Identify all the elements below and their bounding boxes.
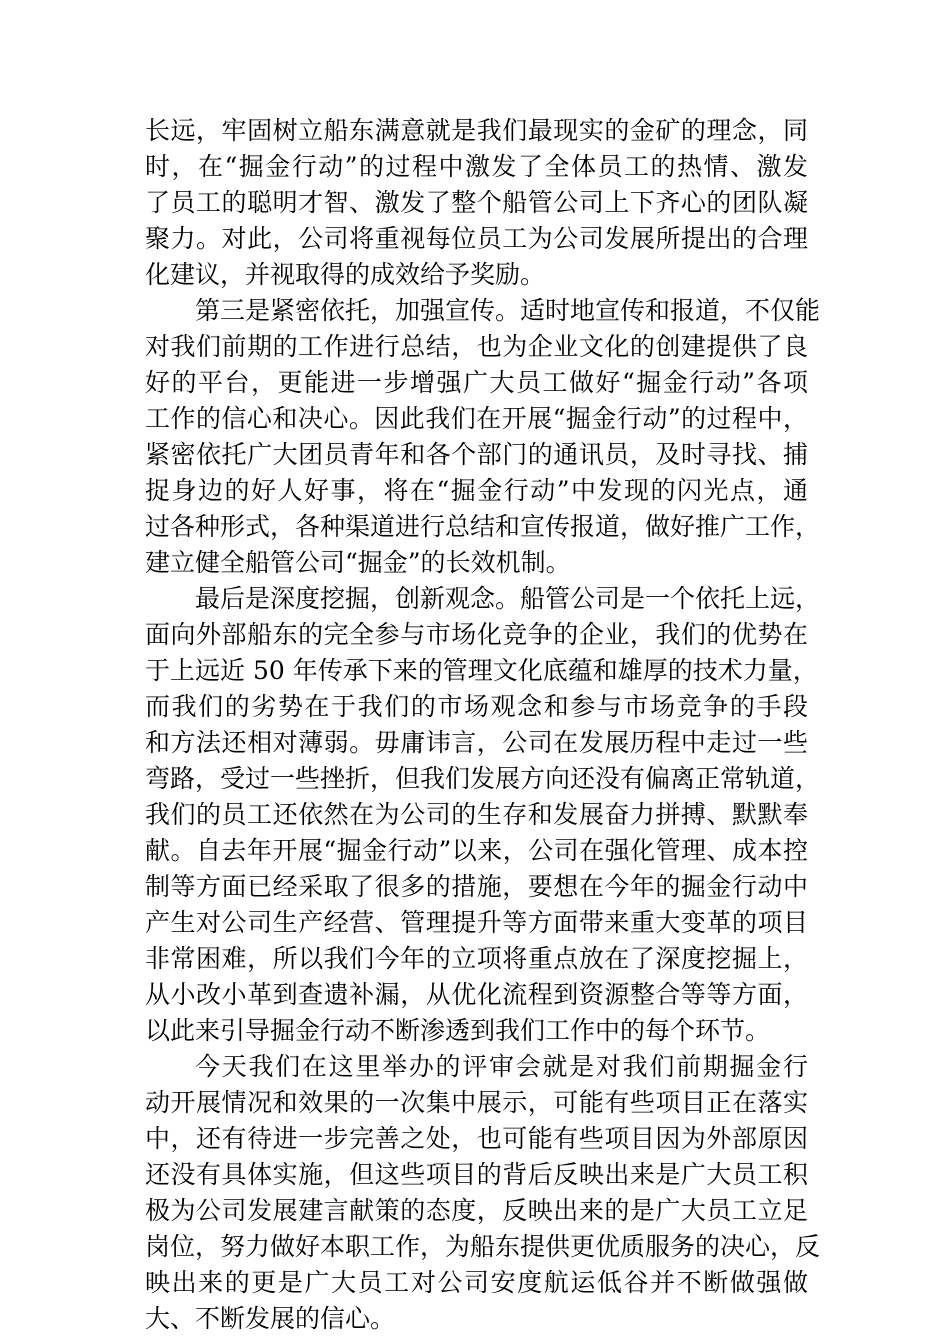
text-line: 极为公司发展建言献策的态度，反映出来的是广大员工立足 xyxy=(145,1196,808,1225)
paragraph-first-line: 今天我们在这里举办的评审会就是对我们前期掘金行 xyxy=(195,1052,808,1081)
text-line: 于上远近 50 年传承下来的管理文化底蕴和雄厚的技术力量， xyxy=(145,656,818,685)
text-line: 岗位，努力做好本职工作，为船东提供更优质服务的决心，反 xyxy=(145,1232,821,1261)
text-line: 时，在“掘金行动”的过程中激发了全体员工的热情、激发 xyxy=(145,152,808,181)
text-line: 建立健全船管公司“掘金”的长效机制。 xyxy=(145,548,571,577)
text-line: 制等方面已经采取了很多的措施，要想在今年的掘金行动中 xyxy=(145,872,808,901)
text-line: 好的平台，更能进一步增强广大员工做好“掘金行动”各项 xyxy=(145,368,808,397)
text-line: 映出来的更是广大员工对公司安度航运低谷并不断做强做 xyxy=(145,1268,808,1297)
text-line: 我们的员工还依然在为公司的生存和发展奋力拼搏、默默奉 xyxy=(145,800,808,829)
text-line: 过各种形式，各种渠道进行总结和宣传报道，做好推广工作， xyxy=(145,512,821,541)
paragraph-first-line: 第三是紧密依托，加强宣传。适时地宣传和报道，不仅能 xyxy=(195,296,821,325)
text-line: 面向外部船东的完全参与市场化竞争的企业，我们的优势在 xyxy=(145,620,808,649)
document-body xyxy=(145,113,821,1337)
text-line: 和方法还相对薄弱。毋庸讳言，公司在发展历程中走过一些 xyxy=(145,728,808,757)
text-line: 聚力。对此，公司将重视每位员工为公司发展所提出的合理 xyxy=(145,224,808,253)
text-line: 以此来引导掘金行动不断渗透到我们工作中的每个环节。 xyxy=(145,1016,771,1045)
text-line: 大、不断发展的信心。 xyxy=(145,1304,396,1333)
text-line: 了员工的聪明才智、激发了整个船管公司上下齐心的团队凝 xyxy=(145,188,808,217)
text-line: 紧密依托广大团员青年和各个部门的通讯员，及时寻找、捕 xyxy=(145,440,808,469)
text-line: 产生对公司生产经营、管理提升等方面带来重大变革的项目 xyxy=(145,908,808,937)
text-line: 献。自去年开展“掘金行动”以来，公司在强化管理、成本控 xyxy=(145,836,808,865)
text-line: 化建议，并视取得的成效给予奖励。 xyxy=(145,260,546,289)
paragraph-first-line: 最后是深度挖掘，创新观念。船管公司是一个依托上远， xyxy=(195,584,821,613)
text-line: 从小改小革到查遗补漏，从优化流程到资源整合等等方面， xyxy=(145,980,808,1009)
text-line: 捉身边的好人好事，将在“掘金行动”中发现的闪光点，通 xyxy=(145,476,808,505)
text-line: 而我们的劣势在于我们的市场观念和参与市场竞争的手段 xyxy=(145,692,808,721)
text-line: 中，还有待进一步完善之处，也可能有些项目因为外部原因 xyxy=(145,1124,808,1153)
text-line: 工作的信心和决心。因此我们在开展“掘金行动”的过程中， xyxy=(145,404,808,433)
text-line: 还没有具体实施，但这些项目的背后反映出来是广大员工积 xyxy=(145,1160,808,1189)
text-line: 长远，牢固树立船东满意就是我们最现实的金矿的理念，同 xyxy=(145,116,808,145)
text-line: 对我们前期的工作进行总结，也为企业文化的创建提供了良 xyxy=(145,332,808,361)
text-line: 弯路，受过一些挫折，但我们发展方向还没有偏离正常轨道， xyxy=(145,764,821,793)
text-line: 非常困难，所以我们今年的立项将重点放在了深度挖掘上， xyxy=(145,944,808,973)
text-line: 动开展情况和效果的一次集中展示，可能有些项目正在落实 xyxy=(145,1088,808,1117)
